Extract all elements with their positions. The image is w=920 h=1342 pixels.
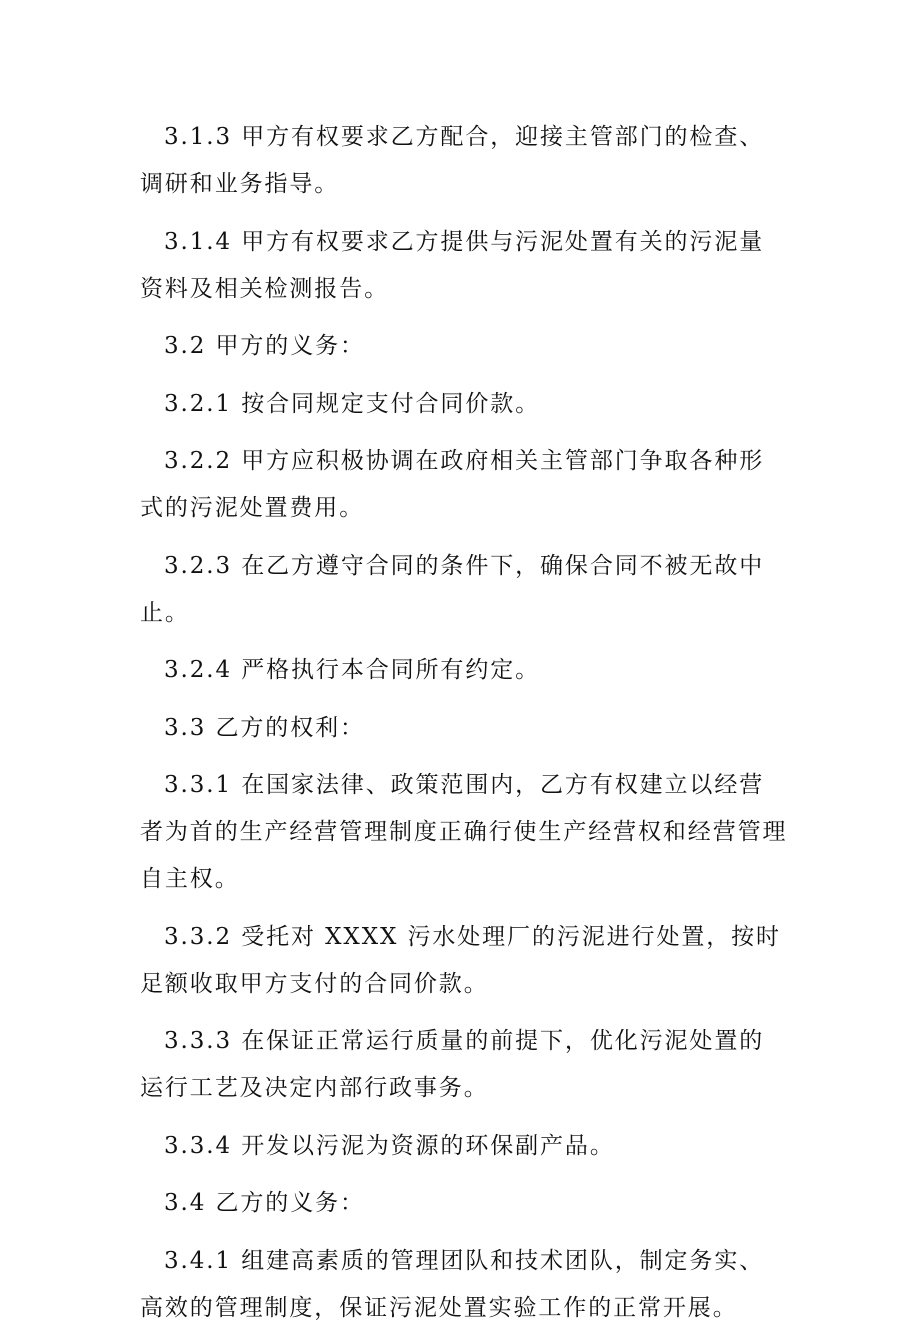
clause-3-3-3: 3.3.3 在保证正常运行质量的前提下，优化污泥处置的运行工艺及决定内部行政事务。 <box>140 1028 765 1101</box>
section-heading-3-2: 3.2 甲方的义务： <box>164 333 365 359</box>
clause-3-1-4: 3.1.4 甲方有权要求乙方提供与污泥处置有关的污泥量资料及相关检测报告。 <box>140 228 765 302</box>
clause-3-3-4: 3.3.4 开发以污泥为资源的环保副产品。 <box>164 1132 615 1159</box>
clause-3-4-1: 3.4.1 组建高素质的管理团队和技术团队，制定务实、高效的管理制度，保证污泥处置实验工作的正常开展。 <box>140 1247 765 1321</box>
clause-3-1-3: 3.1.3 甲方有权要求乙方配合，迎接主管部门的检查、调研和业务指导。 <box>140 124 765 197</box>
document-body <box>140 114 788 1342</box>
clause-3-2-3: 3.2.3 在乙方遵守合同的条件下，确保合同不被无故中止。 <box>140 552 765 626</box>
clause-3-2-2: 3.2.2 甲方应积极协调在政府相关主管部门争取各种形式的污泥处置费用。 <box>140 448 765 521</box>
section-heading-3-3: 3.3 乙方的权利： <box>164 714 365 741</box>
section-heading-3-4: 3.4 乙方的义务： <box>164 1190 365 1216</box>
clause-3-3-1: 3.3.1 在国家法律、政策范围内，乙方有权建立以经营者为首的生产经营管理制度正确行使生产经营权和经营管理自主权。 <box>140 772 788 892</box>
clause-3-2-1: 3.2.1 按合同规定支付合同价款。 <box>164 390 541 417</box>
clause-3-2-4: 3.2.4 严格执行本合同所有约定。 <box>164 657 541 683</box>
clause-3-3-2: 3.3.2 受托对 XXXX 污水处理厂的污泥进行处置，按时足额收取甲方支付的合同价款。 <box>140 923 781 997</box>
